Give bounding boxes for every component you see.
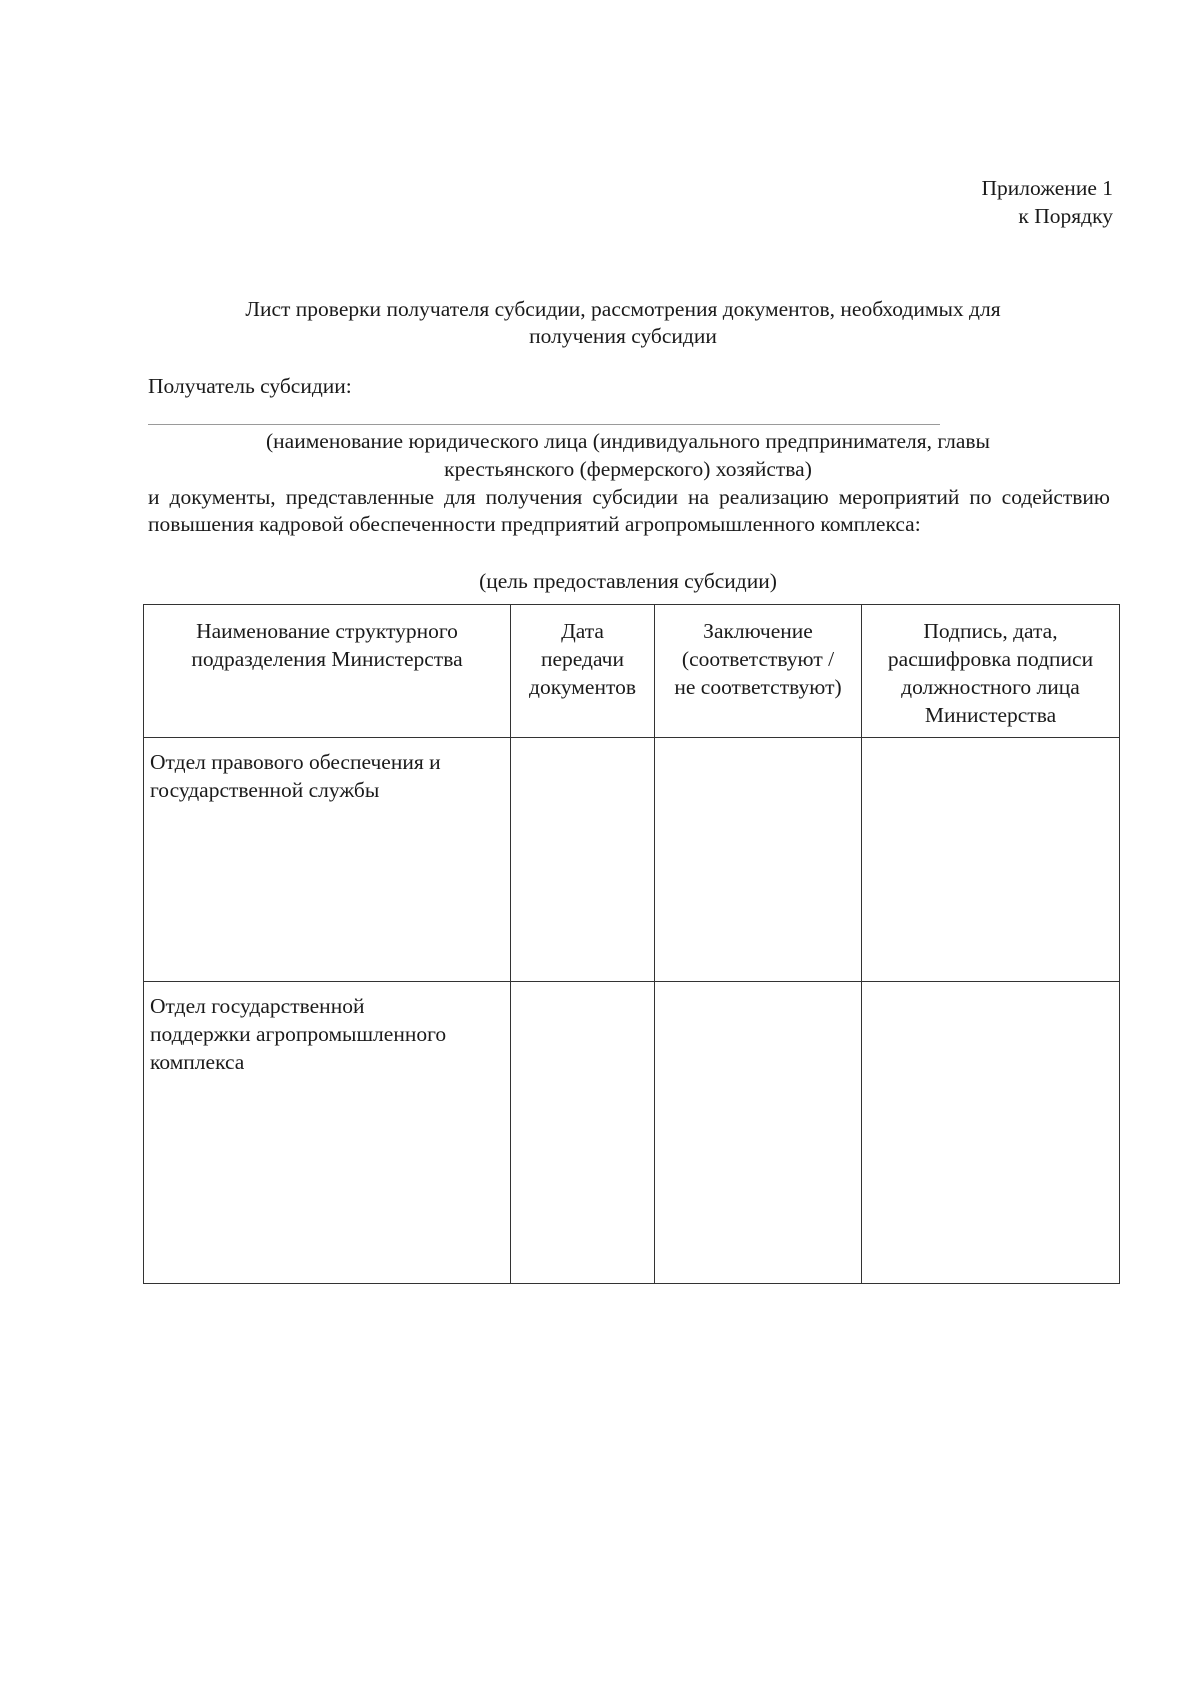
- date-cell[interactable]: [511, 982, 655, 1284]
- header-department: Наименование структурного подразделения Министерства: [144, 605, 511, 738]
- date-cell[interactable]: [511, 738, 655, 982]
- header-signature: Подпись, дата, расшифровка подписи должностного лица Министерства: [862, 605, 1120, 738]
- table-row: [144, 982, 1120, 1284]
- signature-cell[interactable]: [862, 982, 1120, 1284]
- conclusion-cell[interactable]: [655, 738, 862, 982]
- header-transfer-date: Дата передачи документов: [511, 605, 655, 738]
- table-row: [144, 738, 1120, 982]
- recipient-caption-line: (наименование юридического лица (индивидуального предпринимателя, главы: [265, 429, 990, 453]
- appendix-order-ref: к Порядку: [1018, 204, 1113, 228]
- purpose-caption: (цель предоставления субсидии): [479, 569, 777, 593]
- document-title-line: Лист проверки получателя субсидии, рассмотрения документов, необходимых для: [245, 297, 1001, 321]
- department-cell: Отдел правового обеспечения и государственной службы: [144, 738, 511, 982]
- conclusion-cell[interactable]: [655, 982, 862, 1284]
- recipient-caption: [148, 427, 1108, 483]
- recipient-caption-line: крестьянского (фермерского) хозяйства): [444, 457, 812, 481]
- document-title-line: получения субсидии: [529, 324, 717, 348]
- table-header-row: [144, 605, 1120, 738]
- document-title: [143, 296, 1103, 350]
- header-conclusion: Заключение (соответствуют / не соответствуют): [655, 605, 862, 738]
- department-cell: Отдел государственной поддержки агропромышленного комплекса: [144, 982, 511, 1284]
- recipient-fill-line[interactable]: [148, 424, 940, 425]
- purpose-text: и документы, представленные для получения субсидии на реализацию мероприятий по содействию повышения кадровой обеспеченности предприятий агропромышленного комплекса:: [148, 485, 1110, 536]
- signature-cell[interactable]: [862, 738, 1120, 982]
- appendix-reference: [981, 174, 1113, 230]
- check-table: [143, 604, 1120, 1284]
- recipient-label: Получатель субсидии:: [148, 374, 352, 398]
- appendix-number: Приложение 1: [981, 176, 1113, 200]
